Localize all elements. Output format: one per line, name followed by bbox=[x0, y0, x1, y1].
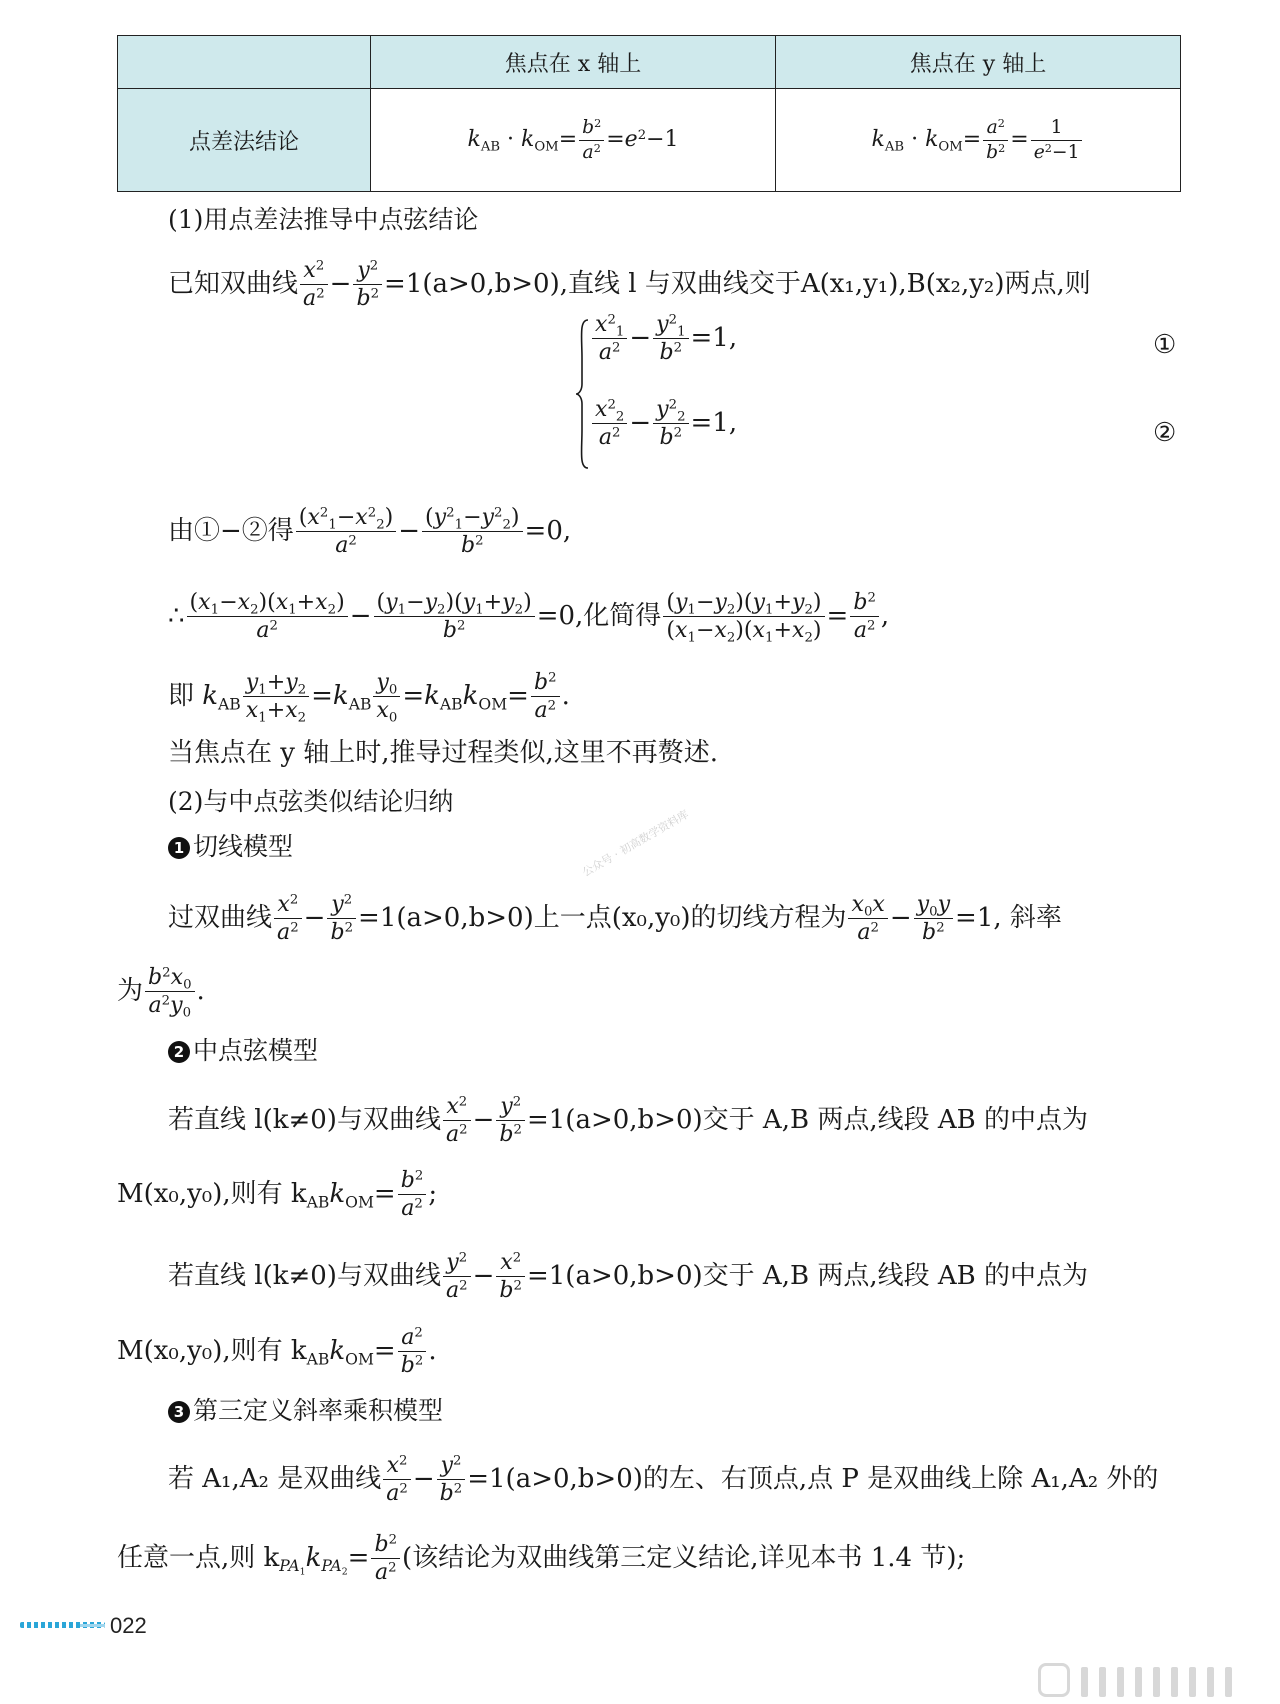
equation-marker-2: ② bbox=[1153, 418, 1177, 448]
table-row-label: 点差法结论 bbox=[118, 89, 371, 192]
text-fragment: ∴ bbox=[168, 600, 185, 631]
text-fragment: =1(a>0,b>0)上一点(x₀,y₀)的切线方程为 bbox=[358, 902, 847, 933]
paragraph-midchord-a: 若直线 l(k≠0)与双曲线 $\frac{x^2}{a^2}$ − $\frac{y^2}{b^2}$ =1(a>0,b>0)交于 A,B 两点,线段 AB 的中点为 bbox=[168, 1093, 1089, 1148]
section-2-title: (2)与中点弦类似结论归纳 bbox=[168, 787, 454, 816]
number-2-icon: 2 bbox=[168, 1041, 190, 1063]
conclusion-table bbox=[117, 35, 1181, 192]
equation-marker-1: ① bbox=[1153, 330, 1177, 360]
table-cell-x-formula: $k_{AB} \cdot k_{OM}=$ $\frac{b^2}{a^2}$ $=e^2-1$ bbox=[371, 89, 776, 192]
text-fragment: (该结论为双曲线第三定义结论,详见本书 1.4 节); bbox=[402, 1542, 966, 1573]
text-fragment: =1(a>0,b>0)交于 A,B 两点,线段 AB 的中点为 bbox=[526, 1260, 1089, 1291]
text-fragment: =1(a>0,b>0)的左、右顶点,点 P 是双曲线上除 A₁,A₂ 外的 bbox=[467, 1463, 1159, 1494]
paragraph-midchord-b-result: M(x₀,y₀),则有 $k_{AB}k_{OM}=$ $\frac{a^2}{b^2}$ . bbox=[117, 1324, 437, 1379]
text-fragment: 若直线 l(k≠0)与双曲线 bbox=[168, 1104, 441, 1135]
left-brace-icon bbox=[575, 318, 589, 470]
paragraph-third-definition-result: 任意一点,则 $k_{PA_1}k_{PA_2}=$ $\frac{b^2}{a^2}$ (该结论为双曲线第三定义结论,详见本书 1.4 节); bbox=[117, 1531, 966, 1586]
paragraph-subtract: 由①−②得 $\frac{(x^2_1-x^2_2)}{a^2}$ − $\frac{(y^2_1-y^2_2)}{b^2}$ =0, bbox=[168, 504, 572, 559]
model-3-heading bbox=[168, 1394, 443, 1428]
navigation-bars-icon bbox=[1038, 1663, 1243, 1701]
table-cell-y-formula: $k_{AB} \cdot k_{OM}=$ $\frac{a^2}{b^2}$ = $\frac{1}{e^2-1}$ bbox=[776, 89, 1181, 192]
text-fragment: 已知双曲线 bbox=[168, 268, 299, 299]
text-fragment: 过双曲线 bbox=[168, 902, 273, 933]
paragraph-tangent-slope: 为 $\frac{b^2x_0}{a^2y_0}$ . bbox=[117, 964, 205, 1022]
number-3-icon: 3 bbox=[168, 1401, 190, 1423]
number-1-icon: 1 bbox=[168, 837, 190, 859]
paragraph-simplify: ∴ $\frac{(x_1-x_2)(x_1+x_2)}{a^2}$ − $\frac{(y_1-y_2)(y_1+y_2)}{b^2}$ =0,化简得 $\frac{(y_1-y_2)(y_1+y_2)}{(x_1-x_2)(x_1+x_2)}$ = $\frac{b^2}{a^2}$ , bbox=[168, 589, 890, 647]
text-fragment: =1, 斜率 bbox=[955, 902, 1062, 933]
text-fragment: 为 bbox=[117, 975, 144, 1006]
text-fragment: 若直线 l(k≠0)与双曲线 bbox=[168, 1260, 441, 1291]
equation-1: $\frac{x^2_1}{a^2}$ − $\frac{y^2_1}{b^2}$ =1, bbox=[590, 312, 737, 366]
text-fragment: 若 A₁,A₂ 是双曲线 bbox=[168, 1463, 382, 1494]
table-row bbox=[118, 89, 1181, 192]
text-fragment: =0, bbox=[524, 515, 572, 546]
table-header-y-axis: 焦点在 y 轴上 bbox=[776, 36, 1181, 89]
paragraph-third-definition: 若 A₁,A₂ 是双曲线 $\frac{x^2}{a^2}$ − $\frac{y^2}{b^2}$ =1(a>0,b>0)的左、右顶点,点 P 是双曲线上除 A₁,A₂ 外的 bbox=[168, 1452, 1159, 1507]
model-2-heading bbox=[168, 1034, 318, 1068]
table-header-x-axis: 焦点在 x 轴上 bbox=[371, 36, 776, 89]
model-1-title: 切线模型 bbox=[193, 832, 294, 861]
text-fragment: 由①−②得 bbox=[168, 515, 294, 546]
text-fragment: =1(a>0,b>0),直线 l 与双曲线交于A(x₁,y₁),B(x₂,y₂)两点,则 bbox=[384, 268, 1091, 299]
text-fragment: =1(a>0,b>0)交于 A,B 两点,线段 AB 的中点为 bbox=[526, 1104, 1089, 1135]
page-number: 022 bbox=[110, 1613, 147, 1638]
text-fragment: , bbox=[880, 600, 890, 631]
paragraph-result: 即 $k_{AB}$ $\frac{y_1+y_2}{x_1+x_2}$ $=k_{AB}$ $\frac{y_0}{x_0}$ $=k_{AB}k_{OM}=$ $\frac{b^2}{a^2}$ . bbox=[168, 669, 570, 727]
model-1-heading bbox=[168, 830, 293, 864]
text-fragment: =0,化简得 bbox=[536, 600, 662, 631]
equation-2: $\frac{x^2_2}{a^2}$ − $\frac{y^2_2}{b^2}$ =1, bbox=[590, 397, 737, 451]
paragraph-midchord-a-result: M(x₀,y₀),则有 $k_{AB}k_{OM}=$ $\frac{b^2}{a^2}$ ; bbox=[117, 1167, 438, 1222]
text-fragment: 即 bbox=[168, 680, 203, 711]
footer-decoration-fade bbox=[80, 1624, 105, 1627]
text-fragment: M(x₀,y₀),则有 k bbox=[117, 1335, 307, 1366]
text-fragment: 任意一点,则 k bbox=[117, 1542, 280, 1573]
paragraph-midchord-b: 若直线 l(k≠0)与双曲线 $\frac{y^2}{a^2}$ − $\frac{x^2}{b^2}$ =1(a>0,b>0)交于 A,B 两点,线段 AB 的中点为 bbox=[168, 1249, 1089, 1304]
paragraph-hyperbola-given: 已知双曲线 $\frac{x^2}{a^2}$ − $\frac{y^2}{b^2}$ =1(a>0,b>0),直线 l 与双曲线交于A(x₁,y₁),B(x₂,y₂)两点,则 bbox=[168, 257, 1091, 312]
table-header-empty bbox=[118, 36, 371, 89]
section-1-title: (1)用点差法推导中点弦结论 bbox=[168, 205, 479, 234]
paragraph-tangent: 过双曲线 $\frac{x^2}{a^2}$ − $\frac{y^2}{b^2}$ =1(a>0,b>0)上一点(x₀,y₀)的切线方程为 $\frac{x_0x}{a^2}$ − $\frac{y_0y}{b^2}$ =1, 斜率 bbox=[168, 891, 1062, 946]
text-fragment: M(x₀,y₀),则有 k bbox=[117, 1178, 307, 1209]
table-header-row bbox=[118, 36, 1181, 89]
watermark: 公众号 · 初高数学资料库 bbox=[580, 807, 691, 880]
model-3-title: 第三定义斜率乘积模型 bbox=[193, 1396, 444, 1425]
formula: $\frac{x^2}{a^2}$ bbox=[300, 258, 328, 312]
model-2-title: 中点弦模型 bbox=[193, 1036, 319, 1065]
paragraph-y-axis-note: 当焦点在 y 轴上时,推导过程类似,这里不再赘述. bbox=[168, 738, 719, 768]
